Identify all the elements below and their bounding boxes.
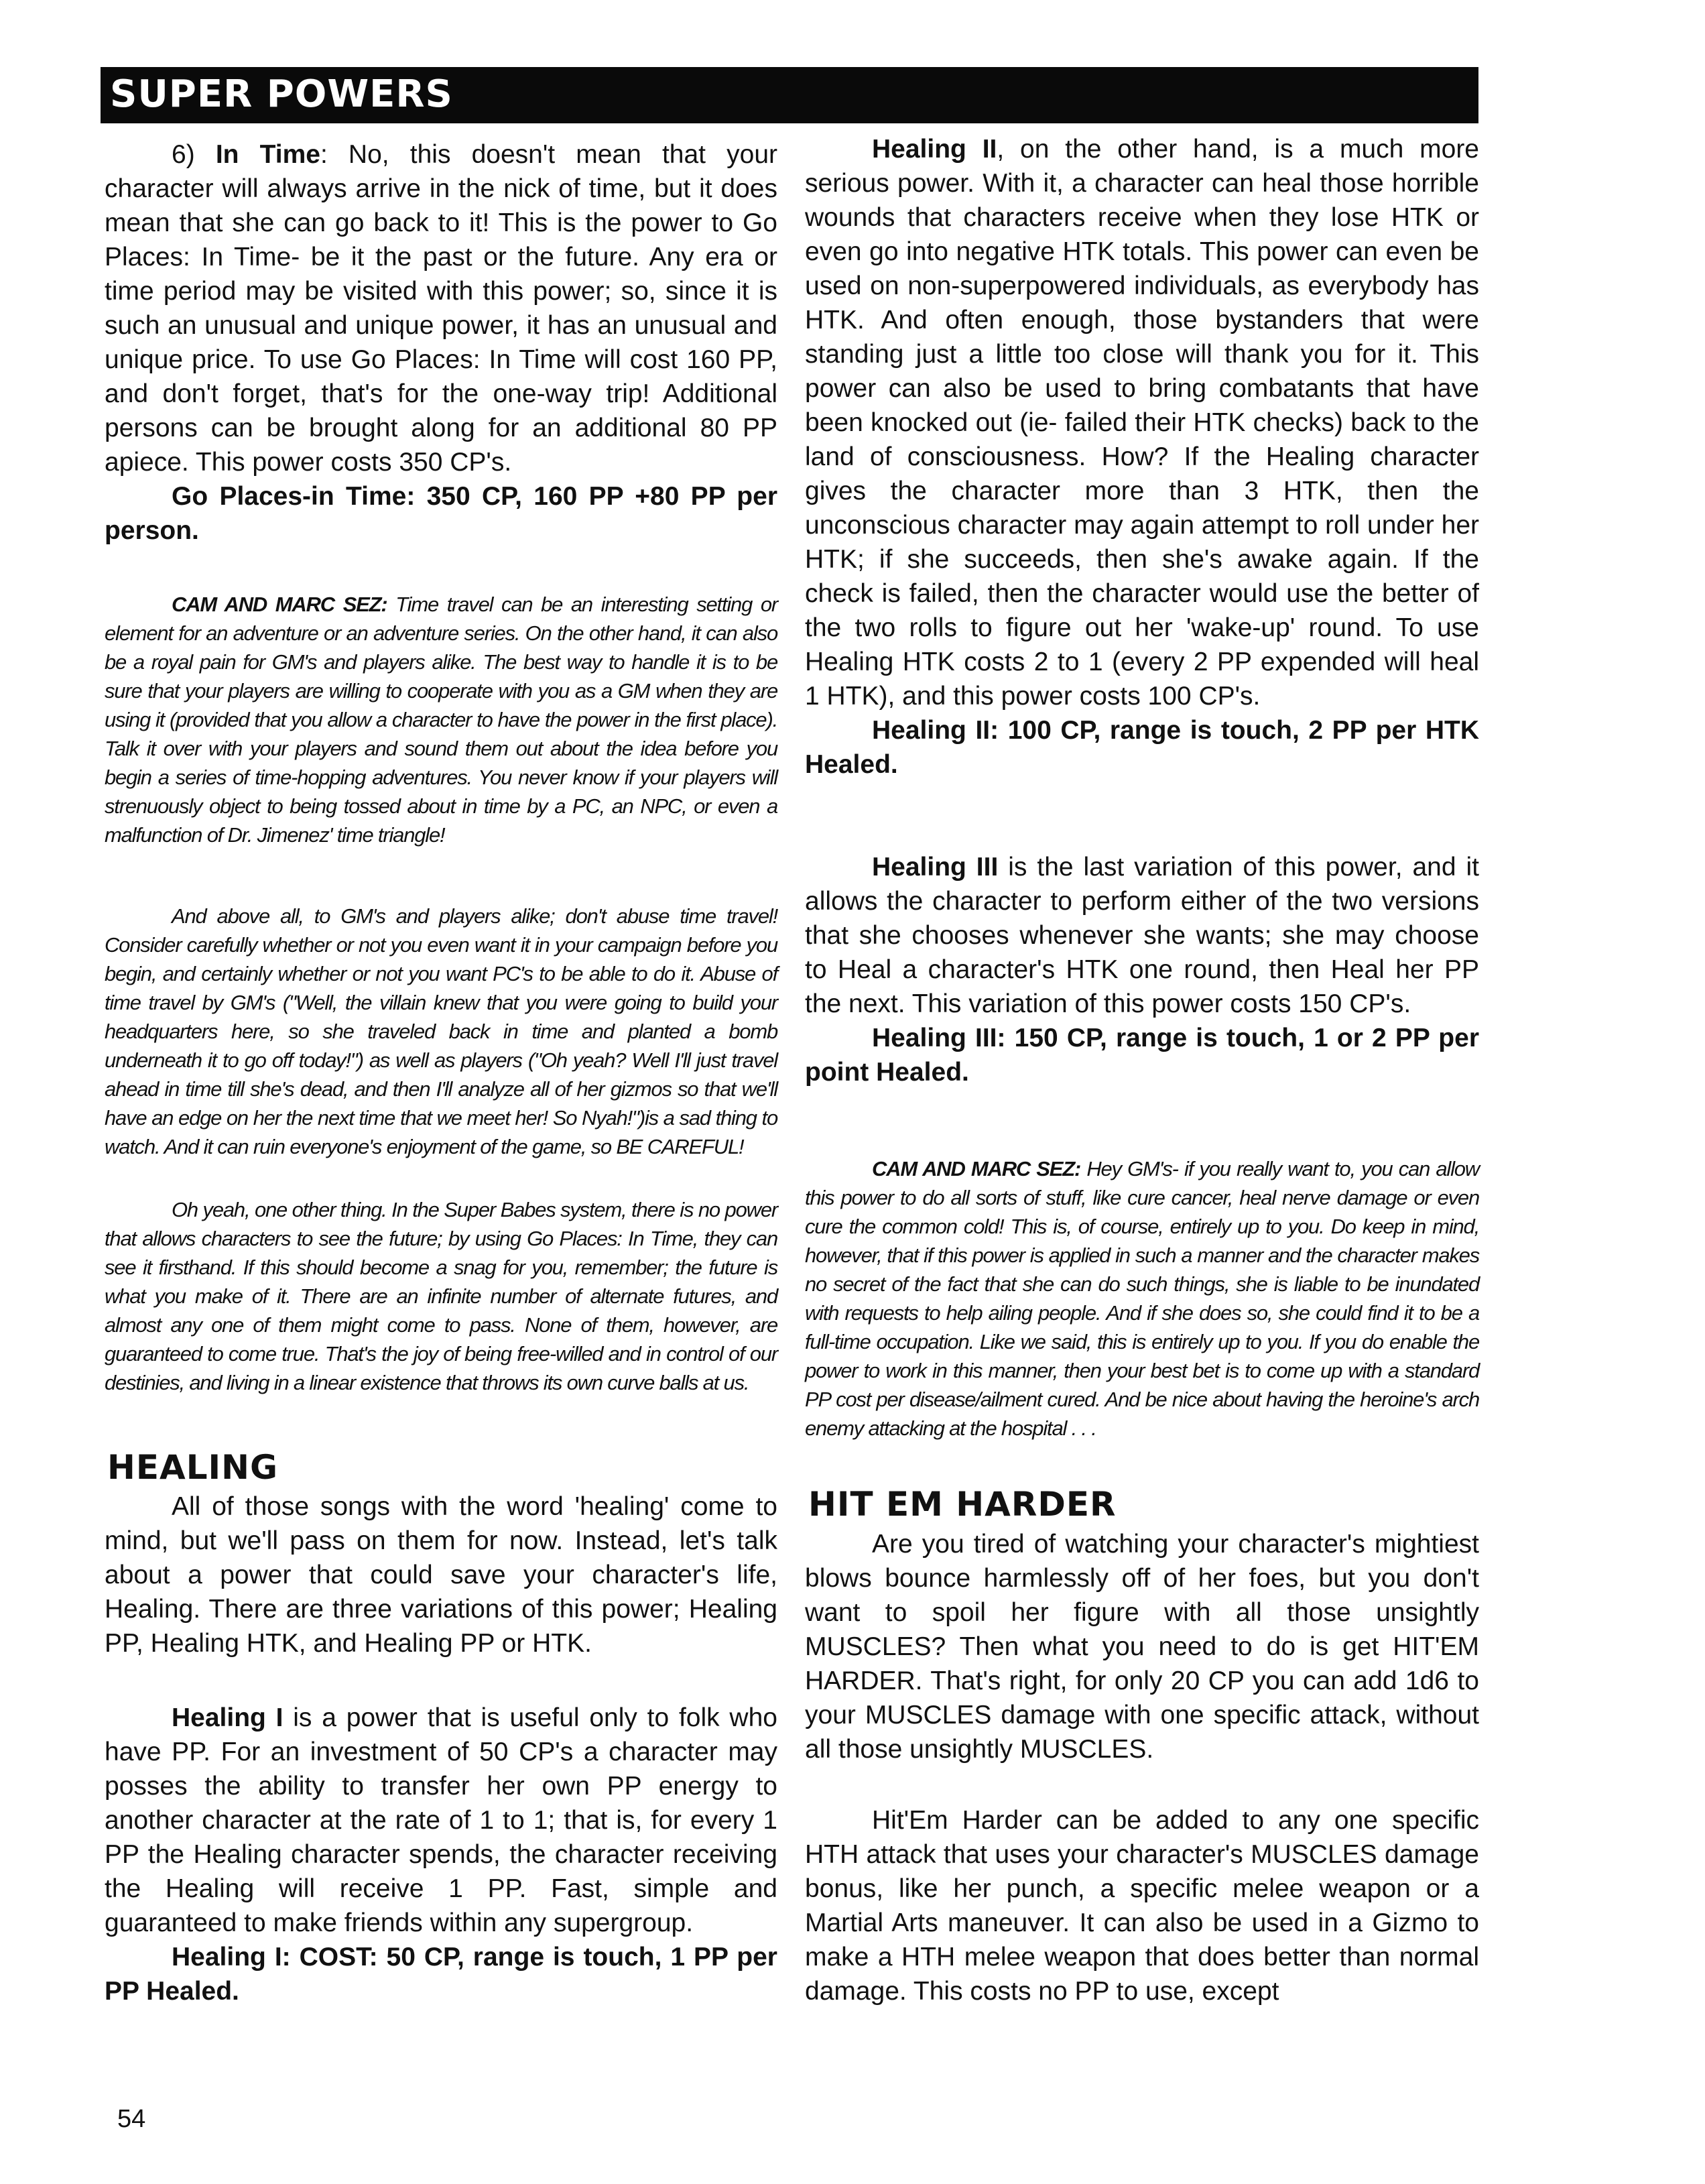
note-text: Time travel can be an interesting setting or element for an adventure or an adventure series. On the other hand, it can also be a royal pain for GM's and players alike. The best way to handle it is to be sure that your players are willing to cooperate with you as a GM when they are using it (provided that you allow a character to have the power in the first place). Talk it over with your players and sound them out about the idea before you begin a series of time-hopping adventures. You never know if your players will strenuously object to being tossed about in time by a PC, an NPC, or even a malfunction of Dr. Jimenez' time triangle! — [105, 593, 777, 847]
paragraph-text: is a power that is useful only to folk who have PP. For an investment of 50 CP's a character may posses the ability to transfer her own PP energy to another character at the rate of 1 to 1; that is, for every 1 PP the Healing character spends, the character receiving the Healing will receive 1 PP. Fast, simple and guaranteed to make friends within any supergroup. — [105, 1703, 777, 1937]
healing-intro — [105, 1490, 777, 1660]
in-time-paragraph — [105, 137, 777, 548]
note-text: And above all, to GM's and players alike; don't abuse time travel! Consider carefully whether or not you even want it in your campaign before you begin, and certainly whether or not you want PC's to be able to do it. Abuse of time travel by GM's ("Well, the villain knew that you were going to build your headquarters here, so she traveled back in time and planted a bomb underneath it to go off today!") as well as players ("Oh yeah? Well I'll just travel ahead in time till she's dead, and then I'll analyze all of her gizmos so that we'll have an edge on her the next time that we meet her! So Nyah!")is a sad thing to watch. And it can ruin everyone's enjoyment of the game, so BE CAREFUL! — [105, 904, 777, 1158]
paragraph-text: Are you tired of watching your character's mightiest blows bounce harmlessly off of her foes, but you don't want to spoil her figure with all those unsightly MUSCLES? Then what you need to do is get HIT'EM HARDER. That's right, for only 20 CP you can add 1d6 to your MUSCLES damage with one specific attack, without all those unsightly MUSCLES. — [805, 1530, 1479, 1764]
healing-1-paragraph — [105, 1701, 777, 2008]
sidebar-note-4 — [805, 1154, 1479, 1443]
section-title: SUPER POWERS — [110, 72, 453, 116]
term: In Time — [215, 140, 320, 169]
term: Healing I — [172, 1703, 283, 1732]
paragraph-text: : No, this doesn't mean that your character will always arrive in the nick of time, but it does mean that she can go back to it! This is the power to Go Places: In Time- be it the past or the future. Any era or time period may be visited with this power; so, since it is such an unusual and unique power, it has an unusual and unique price. To use Go Places: In Time will cost 160 PP, and don't forget, that's for the one-way trip! Additional persons can be brought along for an additional 80 PP apiece. This power costs 350 CP's. — [105, 140, 778, 477]
sidebar-note-1 — [105, 590, 777, 849]
paragraph-text: Hit'Em Harder can be added to any one specific HTH attack that uses your character's MUSCLES damage bonus, like her punch, a specific melee weapon or a Martial Arts maneuver. It can also be used in a Gizmo to make a HTH melee weapon that does better than normal damage. This costs no PP to use, except — [805, 1806, 1479, 2006]
term: Healing II — [872, 135, 997, 164]
hit-em-harder-paragraph-1 — [805, 1527, 1479, 1766]
power-spec: Go Places-in Time: 350 CP, 160 PP +80 PP per person. — [105, 482, 777, 545]
section-header-bar — [101, 67, 1478, 123]
healing-heading: HEALING — [107, 1448, 279, 1487]
power-spec: Healing I: COST: 50 CP, range is touch, 1 PP per PP Healed. — [105, 1943, 777, 2006]
paragraph-text: , on the other hand, is a much more serious power. With it, a character can heal those horrible wounds that characters receive when they lose HTK or even go into negative HTK totals. This power can even be used on non-superpowered individuals, as everybody has HTK. And often enough, those bystanders that were standing just a little too close will thank you for it. This power can also be used to bring combatants that have been knocked out (ie- failed their HTK checks) back to the land of consciousness. How? If the Healing character gives the character more than 3 HTK, then the unconscious character may again attempt to roll under her HTK; if she succeeds, then she's awake again. If the check is failed, then the character would use the better of the two rolls to figure out her 'wake-up' round. To use Healing HTK costs 2 to 1 (every 2 PP expended will heal 1 HTK), and this power costs 100 CP's. — [805, 135, 1479, 711]
hit-em-harder-heading: HIT EM HARDER — [808, 1485, 1117, 1524]
note-text: Oh yeah, one other thing. In the Super Babes system, there is no power that allows characters to see the future; by using Go Places: In Time, they can see it firsthand. If this should become a snag for you, remember; the future is what you make of it. There are an infinite number of alternate futures, and almost any one of them might come to pass. None of them, however, are guaranteed to come true. That's the joy of being free-willed and in control of our destinies, and living in a linear existence that throws its own curve balls at us. — [105, 1198, 777, 1394]
healing-2-paragraph — [805, 132, 1479, 782]
item-number: 6) — [172, 140, 216, 169]
term: Healing III — [872, 853, 999, 882]
note-lead: CAM AND MARC SEZ: — [872, 1157, 1081, 1180]
sidebar-note-3 — [105, 1195, 777, 1397]
note-text: Hey GM's- if you really want to, you can allow this power to do all sorts of stuff, like cure cancer, heal nerve damage or even cure the common cold! This is, of course, entirely up to you. Do keep in mind, however, that if this power is applied in such a manner and the character makes no secret of the fact that she can do such things, she is liable to be inundated with requests to help ailing people. And if she does so, she could find it to be a full-time occupation. Like we said, this is entirely up to you. If you do enable the power to work in this manner, then your best bet is to come up with a standard PP cost per disease/ailment cured. And be nice about having the heroine's arch enemy attacking at the hospital . . . — [805, 1157, 1479, 1440]
note-lead: CAM AND MARC SEZ: — [172, 593, 387, 616]
hit-em-harder-paragraph-2 — [805, 1803, 1479, 2008]
power-spec: Healing II: 100 CP, range is touch, 2 PP per HTK Healed. — [805, 716, 1479, 779]
paragraph-text: All of those songs with the word 'healing' come to mind, but we'll pass on them for now. Instead, let's talk about a power that could save your character's life, Healing. There are three variations of this power; Healing PP, Healing HTK, and Healing PP or HTK. — [105, 1492, 777, 1658]
sidebar-note-2 — [105, 902, 777, 1161]
power-spec: Healing III: 150 CP, range is touch, 1 or 2 PP per point Healed. — [805, 1024, 1479, 1087]
paragraph-text: is the last variation of this power, and it allows the character to perform either of the two versions that she chooses whenever she wants; she may choose to Heal a character's HTK one round, then Heal her PP the next. This variation of this power costs 150 CP's. — [805, 853, 1479, 1018]
healing-3-paragraph — [805, 850, 1479, 1089]
page-number: 54 — [117, 2105, 146, 2133]
